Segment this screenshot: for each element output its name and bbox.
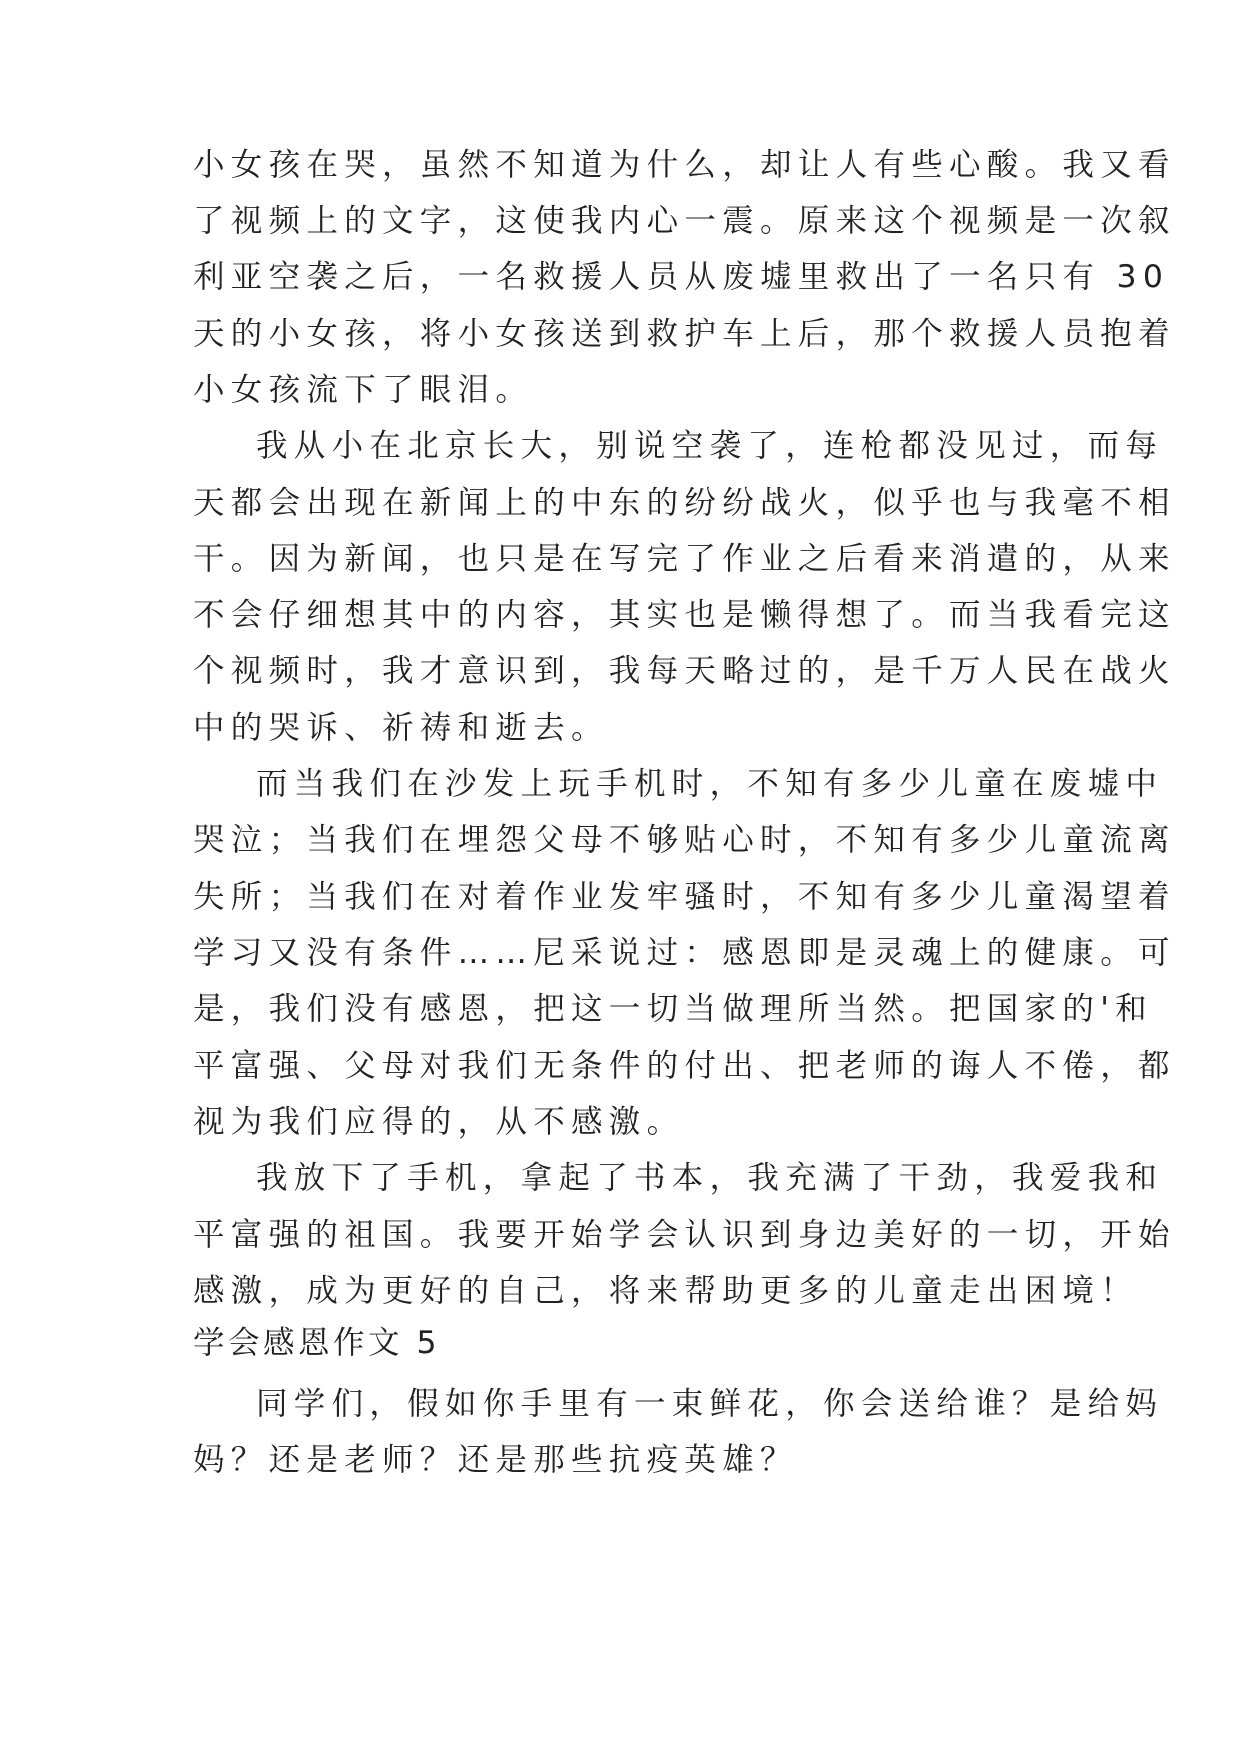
text-line: 平富强、父母对我们无条件的付出、把老师的诲人不倦，都: [193, 1048, 1176, 1084]
text-line: 是，我们没有感恩，把这一切当做理所当然。把国家的'和: [193, 991, 1153, 1027]
text-line: 哭泣；当我们在埋怨父母不够贴心时，不知有多少儿童流离: [193, 822, 1176, 858]
text-line: 不会仔细想其中的内容，其实也是懒得想了。而当我看完这: [193, 597, 1176, 633]
text-line: 感激，成为更好的自己，将来帮助更多的儿童走出困境！: [193, 1273, 1139, 1309]
text-line: 利亚空袭之后，一名救援人员从废墟里救出了一名只有 30: [193, 259, 1170, 295]
paragraph-first-line: 我放下了手机，拿起了书本，我充满了干劲，我爱我和: [256, 1160, 1164, 1196]
text-line: 个视频时，我才意识到，我每天略过的，是千万人民在战火: [193, 653, 1176, 689]
paragraph-first-line: 而当我们在沙发上玩手机时，不知有多少儿童在废墟中: [256, 766, 1164, 802]
paragraph-first-line: 同学们，假如你手里有一束鲜花，你会送给谁？是给妈: [256, 1386, 1164, 1422]
text-line: 小女孩流下了眼泪。: [193, 372, 534, 408]
text-line: 小女孩在哭，虽然不知道为什么，却让人有些心酸。我又看: [193, 147, 1176, 183]
paragraph-first-line: 我从小在北京长大，别说空袭了，连枪都没见过，而每: [256, 428, 1164, 464]
text-line: 失所；当我们在对着作业发牢骚时，不知有多少儿童渴望着: [193, 879, 1176, 915]
text-line: 平富强的祖国。我要开始学会认识到身边美好的一切，开始: [193, 1217, 1176, 1253]
text-line: 天的小女孩，将小女孩送到救护车上后，那个救援人员抱着: [193, 316, 1176, 352]
text-line: 妈？还是老师？还是那些抗疫英雄？: [193, 1442, 798, 1478]
text-line: 中的哭诉、祈祷和逝去。: [193, 710, 609, 746]
text-line: 学习又没有条件……尼采说过：感恩即是灵魂上的健康。可: [193, 935, 1176, 971]
text-line: 天都会出现在新闻上的中东的纷纷战火，似乎也与我毫不相: [193, 485, 1176, 521]
section-heading: 学会感恩作文 5: [193, 1325, 441, 1361]
text-line: 视为我们应得的，从不感激。: [193, 1104, 685, 1140]
text-line: 干。因为新闻，也只是在写完了作业之后看来消遣的，从来: [193, 541, 1176, 577]
text-line: 了视频上的文字，这使我内心一震。原来这个视频是一次叙: [193, 203, 1176, 239]
